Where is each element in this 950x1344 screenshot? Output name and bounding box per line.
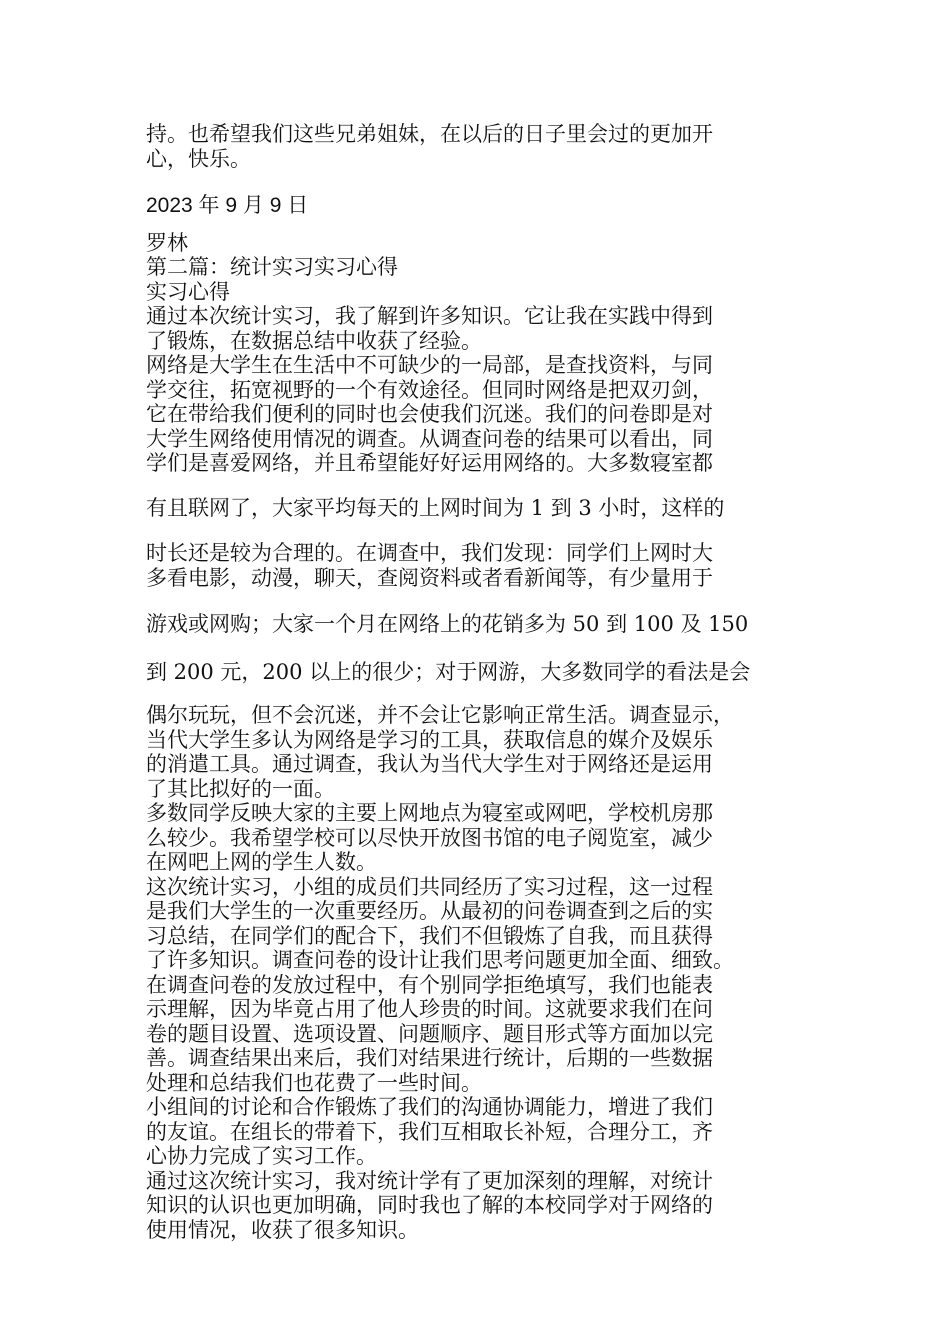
text-line: 在网吧上网的学生人数。 [146, 850, 377, 874]
text-line: 卷的题目设置、选项设置、问题顺序、题目形式等方面加以完 [146, 1021, 713, 1046]
text-line: 通过本次统计实习，我了解到许多知识。它让我在实践中得到 [146, 304, 713, 328]
text-line: 知识的认识也更加明确，同时我也了解的本校同学对于网络的 [146, 1193, 713, 1217]
document-page [146, 122, 836, 1242]
section-subtitle: 实习心得 [146, 279, 230, 304]
text-line: 了其比拟好的一面。 [146, 776, 335, 801]
text-line: 心，快乐。 [146, 146, 251, 171]
text-line: 小组间的讨论和合作锻炼了我们的沟通协调能力，增进了我们 [146, 1095, 713, 1119]
text-line: 多数同学反映大家的主要上网地点为寝室或网吧，学校机房那 [146, 801, 713, 825]
author-name: 罗林 [146, 230, 188, 255]
text-line: 大学生网络使用情况的调查。从调查问卷的结果可以看出，同 [146, 426, 713, 451]
text-line: 这次统计实习，小组的成员们共同经历了实习过程，这一过程 [146, 874, 713, 899]
text-line: 它在带给我们便利的同时也会使我们沉迷。我们的问卷即是对 [146, 402, 713, 426]
text-line: 持。也希望我们这些兄弟姐妹，在以后的日子里会过的更加开 [146, 122, 713, 146]
text-line: 学交往，拓宽视野的一个有效途径。但同时网络是把双刃剑， [146, 377, 713, 402]
text-line: 么较少。我希望学校可以尽快开放图书馆的电子阅览室，减少 [146, 825, 713, 850]
text-line: 习总结，在同学们的配合下，我们不但锻炼了自我，而且获得 [146, 923, 713, 948]
text-line: 当代大学生多认为网络是学习的工具，获取信息的媒介及娱乐 [146, 727, 713, 752]
text-line: 使用情况，收获了很多知识。 [146, 1217, 419, 1242]
text-line: 偶尔玩玩，但不会沉迷，并不会让它影响正常生活。调查显示， [146, 703, 734, 727]
text-line: 了锻炼，在数据总结中收获了经验。 [146, 328, 482, 353]
text-line: 到 200 元，200 以上的很少；对于网游，大多数同学的看法是会 [146, 659, 751, 684]
text-line: 善。调查结果出来后，我们对结果进行统计，后期的一些数据 [146, 1046, 713, 1070]
text-line: 示理解，因为毕竟占用了他人珍贵的时间。这就要求我们在问 [146, 997, 713, 1021]
text-line: 心协力完成了实习工作。 [146, 1144, 377, 1168]
text-line: 在调查问卷的发放过程中，有个别同学拒绝填写，我们也能表 [146, 972, 713, 997]
text-line: 处理和总结我们也花费了一些时间。 [146, 1070, 482, 1095]
text-line: 游戏或网购；大家一个月在网络上的花销多为 50 到 100 及 150 [146, 612, 749, 636]
text-line: 有且联网了，大家平均每天的上网时间为 1 到 3 小时，这样的 [146, 495, 725, 520]
text-line: 多看电影，动漫，聊天，查阅资料或者看新闻等，有少量用于 [146, 565, 713, 590]
date-line: 2023 年 9 月 9 日 [146, 194, 309, 217]
text-line: 网络是大学生在生活中不可缺少的一局部，是查找资料，与同 [146, 353, 713, 377]
text-line: 学们是喜爱网络，并且希望能好好运用网络的。大多数寝室都 [146, 451, 713, 475]
section-title: 第二篇：统计实习实习心得 [146, 255, 398, 279]
text-line: 时长还是较为合理的。在调查中，我们发现：同学们上网时大 [146, 541, 713, 565]
text-line: 了许多知识。调查问卷的设计让我们思考问题更加全面、细致。 [146, 948, 734, 972]
text-line: 通过这次统计实习，我对统计学有了更加深刻的理解，对统计 [146, 1168, 713, 1193]
text-line: 的消遣工具。通过调查，我认为当代大学生对于网络还是运用 [146, 752, 713, 776]
text-line: 是我们大学生的一次重要经历。从最初的问卷调查到之后的实 [146, 899, 713, 923]
text-line: 的友谊。在组长的带着下，我们互相取长补短，合理分工，齐 [146, 1119, 713, 1144]
